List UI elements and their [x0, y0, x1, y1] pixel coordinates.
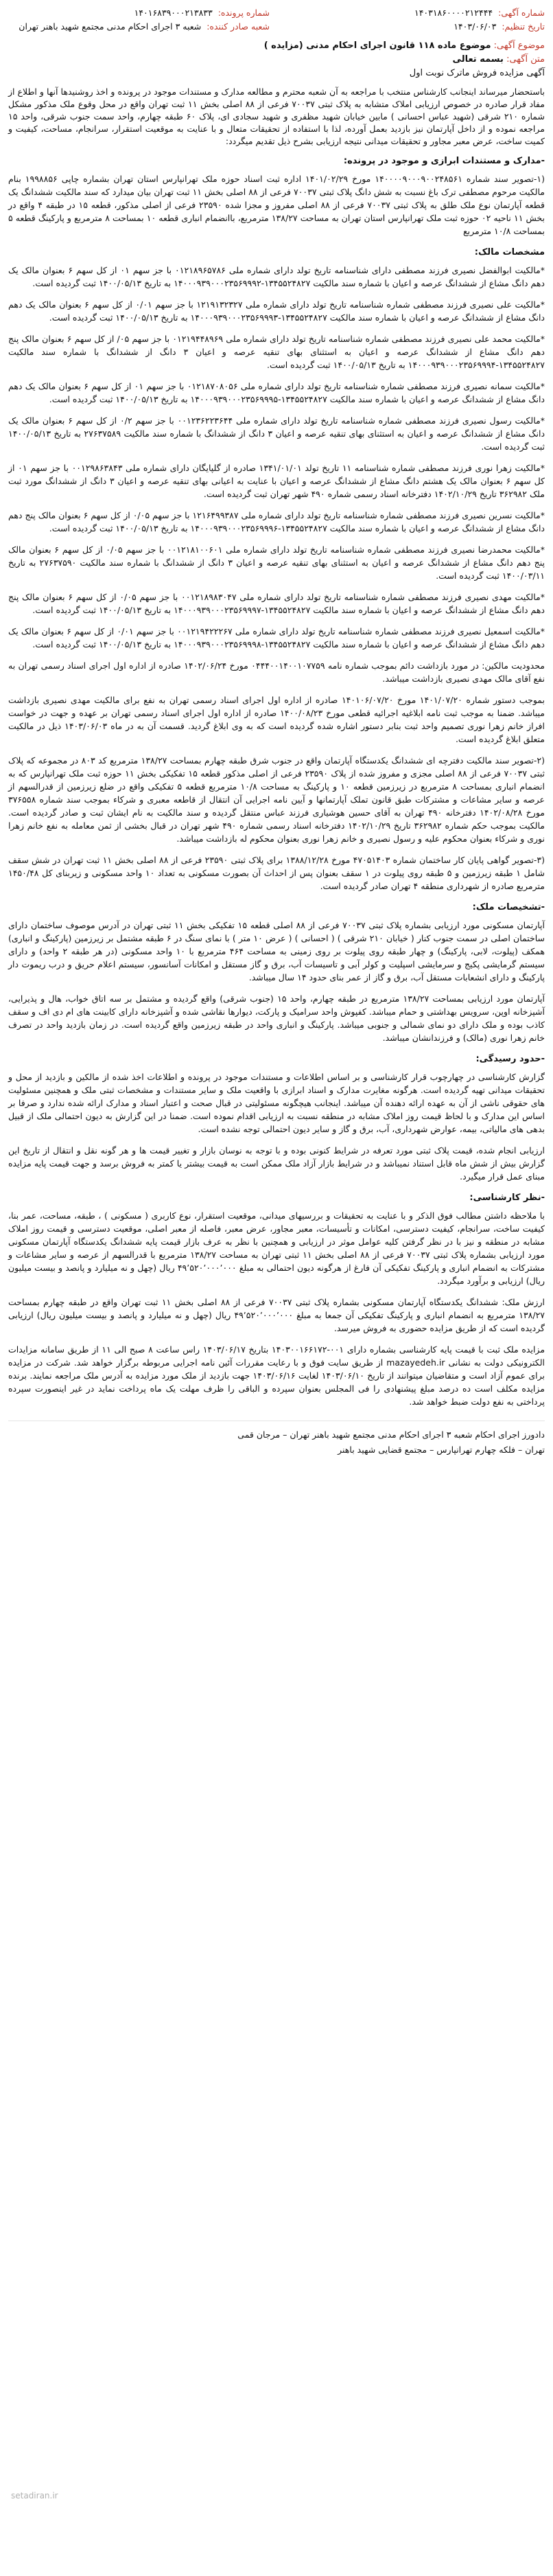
auction-terms-paragraph: مزایده ملک ثبت با قیمت پایه کارشناسی بشماره دارای ۰۰۱-۱۴۰۳۰۰۱۶۶۱۷۲ بتاریخ ۱۴۰۳/۰۶/۱۷ راس ساعت ۸ صبح الی ۱۱ از طریق سامانه مزایدات الکترونیکی دولت به نشانی mazayedeh.ir از طریق سایت فوق و با رعایت مقررات آئین نامه اجرایی مربوطه برگزار خواهد شد. شرکت در مزایده برای عموم آزاد است و متقاضیان میتوانند از تاریخ ۱۴۰۳/۰۶/۱۰ لغایت ۱۴۰۳/۰۶/۱۶ جهت بازدید از ملک مورد مزایده به آدرس ملک مراجعه نمایند. برنده مزایده مکلف است ده درصد مبلغ پیشنهادی را فی المجلس بعنوان سپرده و الباقی را ظرف مهلت یک ماه پرداخت نماید در غیر اینصورت سپرده پرداختی به نفع دولت ضبط خواهد شد. — [8, 1344, 545, 1407]
case-number — [8, 7, 270, 19]
owner-entry: *مالکیت نسرین نصیری فرزند مصطفی شماره شناسنامه تاریخ تولد دارای شماره ملی ۱۲۱۶۴۹۹۳۸۷ با جز سهم ۰/۰۵ از کل سهم ۶ بعنوان مالک پنج دهم دانگ مشاع از ششدانگ عرصه و اعیان با شماره سند مالکیت ۱۳۴۵۵۲۴۸۲۷-۱۴۰۰۰۹۳۹۰۰۰۲۳۵۶۹۹۹۶ به تاریخ ۱۴۰۰/۰۵/۱۳ ثبت گردیده است. — [8, 510, 545, 533]
case-number-value: ۱۴۰۱۶۸۳۹۰۰۰۲۱۳۸۳۳ — [134, 8, 213, 18]
owner-entry: *مالکیت علی نصیری فرزند مصطفی شماره شناسنامه تاریخ تولد دارای شماره ملی ۱۲۱۹۱۳۲۳۲۷ با جز سهم ۰/۰۱ از کل سهم ۶ بعنوان مالک یک دهم دانگ مشاع از ششدانگ عرصه و اعیان با شماره سند مالکیت ۱۳۴۵۵۲۴۸۲۷-۱۴۰۰۰۹۳۹۰۰۰۲۳۵۶۹۹۹۳ به تاریخ ۱۴۰۰/۰۵/۱۳ ثبت گردیده است. — [8, 299, 545, 323]
property-value-paragraph: ارزش ملک: ششدانگ یکدستگاه آپارتمان مسکونی بشماره پلاک ثبتی ۷۰۰۳۷ فرعی از ۸۸ اصلی بخش ۱۱ ثبت تهران واقع در طبقه چهارم بمساحت ۱۳۸/۲۷ مترمربع به انضمام انباری و پارکینگ تفکیکی آن جمعا به مبلغ ۴۹٬۵۲۰٬۰۰۰٬۰۰۰ ریال (چهل و نه میلیارد و پانصد و بیست میلیون ریال) ارزیابی گردیده است که از طریق مزایده حضوری به فروش میرسد. — [8, 1297, 545, 1333]
ad-footer — [8, 1421, 545, 1457]
scope-paragraph: گزارش کارشناسی در چهارچوب قرار کارشناسی و بر اساس اطلاعات و مستندات موجود در پرونده و اطلاعات اخذ شده از مالکین و بازدید از محل و تحقیقات میدانی تهیه گردیده است. هرگونه مغایرت مدارک و اسناد ابرازی با واقعیت ملک و سایر مستندات و مشخصات ثبتی ملک و همچنین مسئولیت های حقوقی ناشی از آن به عهده ارائه دهنده آن میباشد. اینجانب هیچگونه مسئولیتی در قبال صحت و اعتبار اسناد و مدارک ارائه شده ندارد و صرفا بر اساس این مدارک و با لحاظ قیمت روز املاک مشابه در منطقه نسبت به ارزیابی اقدام نموده است. ضمنا در این گزارش به دیون احتمالی ملک از قبیل بدهی های مالیاتی، بیمه، عوارض شهرداری، آب، برق و گاز و سایر دیون احتمالی توجه نشده است. — [8, 1072, 545, 1134]
issue-date-value: ۱۴۰۳/۰۶/۰۳ — [454, 21, 497, 32]
expert-opinion-paragraph: با ملاحظه داشتن مطالب فوق الذکر و با عنایت به تحقیقات و بررسیهای میدانی، موقعیت استقرار، نوع کاربری ( مسکونی ) ، طبقه، مساحت، عمر بنا، کیفیت ساخت، سرانجام، کیفیت دسترسی، امکانات و تأسیسات، معبر مجاور، عرض معبر، فاصله از معبر اصلی، موقعیت دسترسی و قیمت روز املاک مشابه در منطقه و نیز با در نظر گرفتن کلیه عوامل موثر در ارزیابی و همچنین با نظر به عرف بازار قیمت پایه ششدانگ یکدستگاه آپارتمان مسکونی مورد ارزیابی بشماره پلاک ثبتی ۷۰۰۳۷ فرعی از ۸۸ اصلی بخش ۱۱ ثبتی تهران به مساحت ۱۳۸/۲۷ مترمربع با قدرالسهم از عرصه و سایر مشاعات و مشترکات به انضمام انباری و پارکینگ تفکیکی آن فارغ از هرگونه دیون احتمالی به مبلغ ۴۹٬۵۲۰٬۰۰۰٬۰۰۰ ریال (چهل و نه میلیارد و پانصد و بیست میلیون ریال) ارزیابی و برآورد میگردد. — [8, 1210, 545, 1286]
document-paragraph: (۱-تصویر سند شماره ۱۴۰۰۰۰۹۰۰۰۹۰۰۲۴۸۵۶۱ مورخ ۱۴۰۱/۰۲/۲۹ اداره ثبت اسناد حوزه ملک تهرانپارس استان تهران بشماره چاپی ۱۹۹۸۸۵۶ بنام مالکیت مرحوم مصطفی ترک باغ نسبت به شش دانگ پلاک ثبتی ۷۰۰۳۷ فرعی از ۸۸ اصلی بخش ۱۱ ثبت تهران بیان میدارد که سند مالکیت ششدانگ یک قطعه آپارتمان نوع ملک طلق به پلاک ثبتی ۷۰۰۳۷ فرعی از ۸۸ اصلی مفروز و مجزا شده ۲۳۵۹۰ فرعی از اصلی مذکور، قطعه ۱۵ در طبقه ۴ واقع در بخش ۱۱ ناحیه ۰۲ حوزه ثبت ملک تهرانپارس استان تهران به مساحت ۱۳۸/۲۷ مترمربع، باانضمام انباری قطعه ۱۰ بمساحت ۸ مترمربع و پارکینگ قطعه ۵ بمساحت ۱۰/۸ مترمربع — [8, 174, 545, 236]
order-paragraph: بموجب دستور شماره ۱۴۰۱/۰۷/۲۰ مورخ ۱۴۰۱۰۶/۰۷/۲۰ صادره از اداره اول اجرای اسناد رسمی تهران به نفع برای مالکیت مهدی نصیری بازداشت میباشد. ضمنا به موجب ثبت نامه ابلاغیه اجرائیه قطعی مورخ ۱۴۰۰/۰۸/۲۳ صادره از اداره اول اجرای اسناد رسمی تهران بر عهده و جهت در خواست افراز خانم زهرا نوری تصمیم واحد ثبت بنابر دستور اشاره شده گردیده است که به وی ابلاغ گردید. قسمت آن به در ماه ۱۴۰۳/۰۶/۰۳ ذیل در مالکیت متعلق ابلاغ گردیده است. — [8, 695, 545, 744]
owners-heading: مشخصات مالک: — [474, 247, 545, 257]
owner-entry: *مالکیت رسول نصیری فرزند مصطفی شماره شناسنامه تاریخ تولد دارای شماره ملی ۰۰۱۲۳۶۲۲۳۶۴۴ با جز سهم ۰/۲ از کل سهم ۶ بعنوان مالک یک دانگ مشاع از ششدانگ عرصه و اعیان به استثنای بهای تنقیه عرصه و اعیان ۳ دانگ از ششدانگ با شماره سند مالکیت ۲۷۶۳۷۵۸۹ به تاریخ ۱۴۰۰/۰۵/۱۳ ثبت گردیده است. — [8, 415, 545, 452]
ad-subject — [8, 39, 545, 80]
subject-value: موضوع ماده ۱۱۸ قانون اجرای احکام مدنی (مزایده ) — [263, 41, 491, 51]
completion-certificate-paragraph: (۳-تصویر گواهی پایان کار ساختمان شماره ۴۷۰۵۱۴۰۳ مورخ ۱۳۸۸/۱۲/۲۸ برای پلاک ثبتی ۲۳۵۹۰ فرعی از ۸۸ اصلی بخش ۱۱ ثبت تهران در شش سقف شامل ۱ طبقه زیرزمین و ۵ طبقه روی پیلوت در ۱ سقف بعنوان پس از احداث آن بصورت مسکونی به تعداد ۱۰ واحد مسکونی و زیربنای کل ۱۴۵۰/۴۸ مترمربع صادره از شهرداری منطقه ۴ تهران صادر گردیده است. — [8, 855, 545, 891]
owner-entry: *مالکیت ابوالفضل نصیری فرزند مصطفی دارای شناسنامه تاریخ تولد دارای شماره ملی ۰۱۲۱۸۹۶۵۷۸۶ با جز سهم ۰۱ از کل سهم ۶ بعنوان مالک یک دهم دانگ مشاع از ششدانگ عرصه و اعیان با شماره سند مالکیت ۱۳۴۵۵۲۴۸۲۷-۱۴۰۰۰۹۳۹۰۰۰۲۳۵۶۹۹۹۲ به تاریخ ۱۴۰۰/۰۵/۱۳ ثبت گردیده است. — [8, 265, 545, 288]
owner-entry: *مالکیت محمد علی نصیری فرزند مصطفی شماره شناسنامه تاریخ تولد دارای شماره ملی ۰۱۲۱۹۴۴۸۹۶۹ با جز سهم ۰۵/ از کل سهم ۶ بعنوان مالک پنج دهم دانگ مشاع از ششدانگ عرصه و اعیان به استثنای بهای تنقیه عرصه و اعیان ۳ دانگ از ششدانگ با شماره سند مالکیت ۱۳۴۵۵۲۴۸۲۷-۱۴۰۰۰۹۳۹۰۰۰۲۳۵۶۹۹۹۴ به تاریخ ۱۴۰۰/۰۵/۱۳ ثبت گردیده است. — [8, 334, 545, 370]
validity-paragraph: ارزیابی انجام شده، قیمت پلاک ثبتی مورد تعرفه در شرایط کنونی بوده و با توجه به نوسان بازار و تغییر قیمت ها و هر گونه نقل و انتقال از تاریخ این گزارش بیش از شش ماه قابل استناد نمیباشد و در شرایط بازار آزاد ملک ممکن است به قیمت بیشتر یا کمتر به فروش برسد و جهت قیمت پایه مزایده مبنای عمل قرار میگیرد. — [8, 1145, 545, 1182]
restriction-paragraph: محدودیت مالکین: در مورد بازداشت دائم بموجب شماره نامه ۰۴۴۴۰۰۱۴۰۰۱۰۷۷۵۹ مورخ ۱۴۰۲/۰۶/۲۴ صادره از اداره اول اجرای اسناد رسمی تهران به نفع آقای مالک مهدی نصیری بازداشت میباشد. — [8, 660, 545, 684]
issue-date-label: تاریخ تنظیم: — [502, 21, 545, 32]
subject-label: موضوع آگهی: — [493, 41, 545, 51]
documents-heading: -مدارک و مستندات ابرازی و موجود در پرونده: — [343, 156, 545, 166]
ad-text-value: بسمه تعالی — [452, 54, 504, 65]
expert-opinion-heading: -نظر کارشناسی: — [469, 1193, 545, 1203]
issuing-branch-label: شعبه صادر کننده: — [207, 21, 270, 32]
property-specs-paragraph: آپارتمان مسکونی مورد ارزیابی بشماره پلاک ثبتی ۷۰۰۳۷ فرعی از ۸۸ اصلی قطعه ۱۵ تفکیکی بخش ۱۱ ثبتی تهران در آدرس موصوف ساختمان دارای ساختمان اصلی در سمت جنوب کنار ( خیابان ۲۱۰ شرقی ) ( احسانی ) ( عرض ۱۰ متر ) با نمای سنگ در ۶ طبقه مشتمل بر زیرزمین (پارکینگ و انباری) همکف (پیلوت، لابی، پارکینگ) و چهار طبقه روی پیلوت بر روی زمینی به مساحت ۴۶۴ مترمربع با ۱۰ واحد مسکونی (در هر طبقه ۲ واحد) و دارای سیستم گرمایشی پکیج و سرمایشی اسپلیت و کولر آبی و تاسیسات آب، برق و گاز مستقل و امکانات آسانسور، سیستم اعلام حریق و درب ریموت دار پارکینگ و دارای انشعابات مستقل آب، برق و گاز از عمر بنای حدود ۱۴ سال میباشد. — [8, 920, 545, 982]
ad-header — [8, 7, 545, 32]
case-number-label: شماره پرونده: — [217, 8, 270, 18]
deed-paragraph: (۲-تصویر سند مالکیت دفترچه ای ششدانگ یکدستگاه آپارتمان واقع در جنوب شرق طبقه چهارم بمساحت ۱۳۸/۲۷ مترمربع کد ۸۰۳ در مجموعه که پلاک ثبتی ۷۰۰۳۷ فرعی از ۸۸ اصلی مجزی و مفروز شده از پلاک ۲۳۵۹۰ فرعی از اصلی مذکور قطعه ۱۵ تفکیکی بخش ۱۱ حوزه ثبت ملک تهرانپارس که به انضمام انبارى بمساحت ۸ مترمربع در زیرزمین قطعه ۱۰ و پارکینگ به مساحت ۱۰/۸ مترمربع قطعه ۵ تفکیکی واقع در ضلع زیرزمین از قدرالسهم از عرصه و سایر مشاعات و مشترکات طبق قانون تملک آپارتمانها و آیین نامه اجرایی آن انتقال از قاطعه معبری و شرکاء بموجب سند شماره ۳۷۶۵۵۸ مورخ ۱۴۰۲/۰۸/۲۸ دفترخانه ۴۹۰ تهران به آقای حسین هوشیاری فرزند عباس منتقل گردیده و سند مالکیت به نام ایشان ثبت و صادر گردیده است. مالکیت بموجب حکم شماره ۳۶۲۹۸۲ تاریخ ۱۴۰۲/۱۰/۲۹ دفترخانه اسناد رسمی شماره ۴۹۰ شهر تهران در قبال بخشی از ثمن معامله به نفع خانم زهرا نوری و شرکاء بعنوان محکوم علیه و رسول نصیری و خانم زهرا نوری بعنوان محکوم له بازداشت میباشد. — [8, 755, 545, 844]
issuing-branch-value: شعبه ۳ اجرای احکام مدنی مجتمع شهید باهنر تهران — [19, 21, 202, 32]
property-specs-heading: -تشخیصات ملک: — [472, 902, 545, 912]
ad-title: آگهی مزایده فروش ماترک نوبت اول — [409, 68, 545, 78]
owner-entry: *مالکیت اسمعیل نصیری فرزند مصطفی شماره شناسنامه تاریخ تولد دارای شماره ملی ۰۰۱۲۱۹۴۲۲۲۶۷ با جز سهم ۰/۰۱ از کل سهم ۶ بعنوان مالک یک دهم دانگ مشاع از ششدانگ عرصه و اعیان با شماره سند مالکیت ۱۳۴۵۵۲۴۸۲۷-۱۴۰۰۰۹۳۹۰۰۰۲۳۵۶۹۹۹۸ به تاریخ ۱۴۰۰/۰۵/۱۳ ثبت گردیده است. — [8, 626, 545, 649]
unit-description-paragraph: آپارتمان مورد ارزیابی بمساحت ۱۳۸/۲۷ مترمربع در طبقه چهارم، واحد ۱۵ (جنوب شرقی) واقع گردیده و مشتمل بر سه اتاق خواب، هال و پذیرایی، آشپزخانه اوپن، سرویس بهداشتی و حمام میباشد. کفپوش واحد سرامیک و پارکت، دیوارها نقاشی شده و آشپزخانه دارای کابینت های ام دی اف و سقف کاذب بوده و ملک دارای دو نمای شمالی و جنوبی میباشد. پارکینگ و انباری واحد در طبقه زیرزمین واقع گردیده است. در زمان بازدید واحد در تصرف خانم زهرا نوری (مالک) و فرزندانشان میباشد. — [8, 993, 545, 1043]
issue-date — [283, 21, 545, 32]
subject-line — [8, 39, 545, 53]
intro-paragraph: باستحضار میرساند اینجانب کارشناس منتخب با مراجعه به آن شعبه محترم و مطالعه مدارک و مستندات موجود در پرونده و اخذ روشنیدها آنها و اطلاع از مفاد قرار صادره در خصوص ارزیابی املاک متشابه به پلاک ثبتی ۷۰۰۳۷ فرعی از ۸۸ اصلی بخش ۱۱ ثبت تهران واقع در محل وقوع ملک مذکور مشکل شماره ۲۱۰ شرقی (شهید عباس احسانی ) مابین خیابان شهید مظفری و شهید سجادی ای، پلاک ۶۰ طبقه چهارم، واحد سمت جنوب شرقی، واحد ۱۵ مراجعه نموده و از داخل آپارتمان نیز بازدید بعمل آورده، لذا با استفاده از تحقیقات متعال و با عنایت به موقعیت استقرار، سرانجام، مساحت، کیفیت و کمیت ساخت، عرض معبر مجاور و تحقیقات میدانی نتیجه ارزیابی بشرح ذیل تقدیم میگردد: — [8, 87, 545, 146]
ad-text-line — [8, 53, 545, 67]
owner-entry: *مالکیت محمدرضا نصیری فرزند مصطفی شماره شناسنامه تاریخ تولد دارای شماره ملی ۰۰۱۲۱۸۱۰۰۶۰۱ با جز سهم ۰/۰۵ از کل سهم ۶ بعنوان مالک پنج دهم دانگ مشاع از ششدانگ عرصه و اعیان به استثنای بهای تنقیه عرصه و اعیان ۳ دانگ از ششدانگ با شماره سند مالکیت ۲۷۶۳۷۵۹۰ به تاریخ ۱۴۰۰/۰۳/۱۱ ثبت گردیده است. — [8, 544, 545, 581]
scope-heading: -حدود رسیدگی: — [475, 1054, 545, 1064]
ad-number-label: شماره آگهی: — [498, 8, 545, 18]
ad-number — [283, 7, 545, 19]
officer-signature-line: دادورز اجرای احکام شعبه ۳ اجرای احکام مدنی مجتمع شهید باهنر تهران – مرجان قمی — [237, 1429, 545, 1440]
owner-entry: *مالکیت مهدی نصیری فرزند مصطفی شماره شناسنامه تاریخ تولد دارای شماره ملی ۰۰۱۲۱۸۹۸۳۰۴۷ با جز سهم ۰/۰۵ از کل سهم ۶ بعنوان مالک پنج دهم دانگ مشاع از ششدانگ عرصه و اعیان با شماره سند مالکیت ۱۳۴۵۵۲۴۸۲۷-۱۴۰۰۰۹۳۹۰۰۰۲۳۵۶۹۹۹۷ به تاریخ ۱۴۰۰/۰۵/۱۳ ثبت گردیده است. — [8, 592, 545, 615]
site-watermark: setadiran.ir — [11, 2491, 58, 2500]
issuing-branch — [8, 21, 270, 32]
ad-text-label: متن آگهی: — [506, 54, 545, 65]
owner-entry: *مالکیت زهرا نوری فرزند مصطفی شماره شناسنامه ۱۱ تاریخ تولد ۱۳۴۱/۰۱/۰۱ صادره از گلپایگان دارای شماره ملی ۰۰۱۲۹۸۶۳۸۴۳ با جز سهم ۰۱ از کل سهم ۶ بعنوان مالک یک هشتم دانگ مشاع از ششدانگ عرصه و اعیان با عنایت به اعیانی بهای تنقیه عرصه و اعیان ۳ دانگ از ششدانگ مورد ثبت ملک ۳۶۲۹۸۲ تاریخ ۱۴۰۲/۱۰/۲۹ دفترخانه اسناد رسمی شماره ۴۹۰ شهر تهران ثبت گردیده است. — [8, 463, 545, 499]
office-address-line: تهران – فلکه چهارم تهرانپارس – مجتمع قضایی شهید باهنر — [338, 1445, 545, 1455]
owner-entry: *مالکیت سمانه نصیری فرزند مصطفی شماره شناسنامه تاریخ تولد دارای شماره ملی ۰۱۲۱۸۷۰۸۰۵۶ با جز سهم ۰۱ از کل سهم ۶ بعنوان مالک یک دهم دانگ مشاع از ششدانگ عرصه و اعیان با شماره سند مالکیت ۱۳۴۵۵۲۴۸۲۷-۱۴۰۰۰۹۳۹۰۰۰۲۳۵۶۹۹۹۵ به تاریخ ۱۴۰۰/۰۵/۱۳ ثبت گردیده است. — [8, 381, 545, 404]
ad-number-value: ۱۴۰۳۱۸۶۰۰۰۰۲۱۲۴۴۴ — [414, 8, 493, 18]
